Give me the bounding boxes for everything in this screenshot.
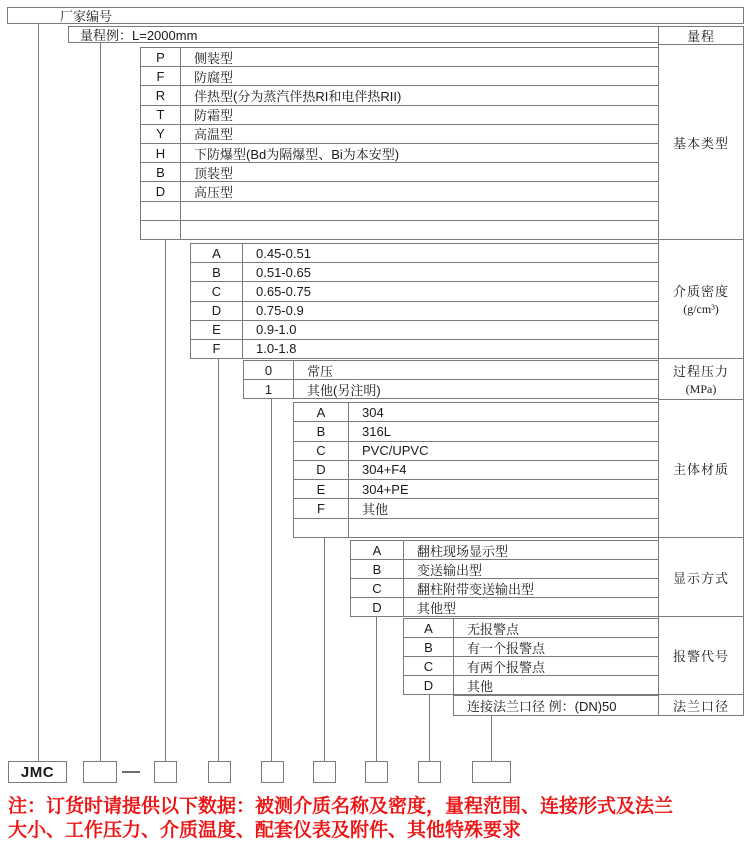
code-cell: D xyxy=(351,598,404,616)
code-cell: B xyxy=(351,560,404,578)
value-cell: 防腐型 xyxy=(194,69,234,85)
code-cell: E xyxy=(294,480,349,498)
label-range: 量程 xyxy=(686,29,715,44)
code-cell: F xyxy=(294,499,349,517)
value-cell xyxy=(181,221,658,239)
code-cell xyxy=(141,202,181,220)
alarm-code-table xyxy=(403,618,659,695)
code-box-alarm xyxy=(418,761,441,783)
value-cell: 高压型 xyxy=(194,185,234,201)
code-cell: P xyxy=(141,48,181,66)
connector-line-factory xyxy=(38,24,39,762)
connector-line-alarm xyxy=(429,695,430,762)
range-example-label: 量程例：L=2000mm xyxy=(80,28,198,43)
table-row xyxy=(191,244,658,262)
value-cell: 304+PE xyxy=(362,481,409,497)
connector-line-display xyxy=(376,617,377,762)
value-cell: 侧装型 xyxy=(194,50,234,66)
value-cell: 304+F4 xyxy=(362,462,407,478)
table-row xyxy=(351,541,658,559)
value-cell: 顶装型 xyxy=(194,165,234,181)
code-cell: B xyxy=(141,163,181,181)
table-row xyxy=(141,66,658,85)
code-cell: F xyxy=(141,67,181,85)
ordering-note-line1: 注：订货时请提供以下数据：被测介质名称及密度，量程范围、连接形式及法兰 xyxy=(8,796,674,817)
connector-line-range xyxy=(100,43,101,762)
value-cell: 翻柱附带变送输出型 xyxy=(417,581,535,597)
table-row xyxy=(191,281,658,300)
value-cell: 0.65-0.75 xyxy=(256,283,311,299)
code-cell: A xyxy=(351,541,404,559)
pressure-table xyxy=(243,360,659,399)
value-cell: 其他 xyxy=(467,678,494,694)
label-flange-size: 法兰口径 xyxy=(659,694,743,715)
table-row-empty xyxy=(141,201,658,220)
range-example-row xyxy=(68,26,659,43)
label-medium-density: 介质密度 (g/cm³) xyxy=(659,239,743,358)
factory-number-label: 厂家编号 xyxy=(60,9,113,24)
table-row xyxy=(141,162,658,181)
value-cell: 高温型 xyxy=(194,127,234,143)
label-display-mode: 显示方式 xyxy=(659,537,743,616)
value-cell: 其他型 xyxy=(417,600,457,616)
table-row xyxy=(294,460,658,479)
code-cell: E xyxy=(191,321,243,339)
table-row xyxy=(191,301,658,320)
value-cell: 其他 xyxy=(362,502,389,518)
value-cell: 有一个报警点 xyxy=(467,640,546,656)
code-box-density xyxy=(208,761,231,783)
code-box-pressure xyxy=(261,761,284,783)
table-row xyxy=(244,361,658,379)
value-cell: 0.45-0.51 xyxy=(256,245,311,261)
code-cell: A xyxy=(294,403,349,421)
flange-size-row xyxy=(453,695,659,716)
table-row xyxy=(404,656,658,675)
value-cell: 其他(另注明) xyxy=(307,382,381,398)
code-cell: H xyxy=(141,144,181,162)
code-box-basic xyxy=(154,761,177,783)
code-cell: D xyxy=(191,302,243,320)
flange-size-text: 连接法兰口径 例：(DN)50 xyxy=(467,699,617,714)
separator-dash xyxy=(122,771,140,773)
code-cell: B xyxy=(191,263,243,281)
factory-number-row xyxy=(7,7,744,24)
code-box-material xyxy=(313,761,336,783)
code-cell: F xyxy=(191,340,243,358)
table-row xyxy=(404,619,658,637)
code-cell: D xyxy=(141,182,181,200)
code-box-flange xyxy=(472,761,511,783)
code-cell: B xyxy=(294,422,349,440)
value-cell: 0.9-1.0 xyxy=(256,322,297,338)
table-row xyxy=(294,403,658,421)
connector-line-density xyxy=(218,359,219,762)
connector-line-basic xyxy=(165,240,166,762)
value-cell: 防霜型 xyxy=(194,108,234,124)
table-row xyxy=(141,48,658,66)
table-row xyxy=(294,479,658,498)
table-row-empty xyxy=(294,518,658,537)
model-prefix-box: JMC xyxy=(8,761,67,783)
code-box-range xyxy=(83,761,117,783)
label-process-pressure: 过程压力 (MPa) xyxy=(659,358,743,399)
table-row xyxy=(141,124,658,143)
basic-type-table xyxy=(140,47,659,240)
value-cell: 翻柱现场显示型 xyxy=(417,543,509,559)
value-cell: 0.51-0.65 xyxy=(256,264,311,280)
code-cell: C xyxy=(404,657,454,675)
density-table xyxy=(190,243,659,359)
value-cell: 下防爆型(Bd为隔爆型、Bi为本安型) xyxy=(194,146,400,162)
value-cell: 常压 xyxy=(307,363,334,379)
table-row xyxy=(351,559,658,578)
connector-line-pressure xyxy=(271,399,272,762)
table-row xyxy=(294,421,658,440)
code-cell xyxy=(141,221,181,239)
code-cell: A xyxy=(404,619,454,637)
table-row xyxy=(191,339,658,358)
table-row xyxy=(141,143,658,162)
connector-line-flange xyxy=(491,716,492,762)
table-row xyxy=(191,320,658,339)
code-cell: C xyxy=(294,442,349,460)
code-cell: D xyxy=(404,676,454,694)
code-cell: Y xyxy=(141,125,181,143)
code-cell: R xyxy=(141,86,181,104)
value-cell: 304 xyxy=(362,404,384,420)
value-cell: 有两个报警点 xyxy=(467,659,546,675)
table-row xyxy=(404,675,658,694)
value-cell: 1.0-1.8 xyxy=(256,341,297,357)
code-box-display xyxy=(365,761,388,783)
value-cell: 无报警点 xyxy=(467,621,520,637)
code-cell: 1 xyxy=(244,380,294,398)
material-table xyxy=(293,402,659,538)
value-cell: 0.75-0.9 xyxy=(256,303,304,319)
table-row xyxy=(141,85,658,104)
table-row xyxy=(141,181,658,200)
display-mode-table xyxy=(350,540,659,617)
value-cell xyxy=(181,202,658,220)
label-body-material: 主体材质 xyxy=(659,399,743,537)
code-cell: C xyxy=(351,579,404,597)
code-cell: 0 xyxy=(244,361,294,379)
table-row-empty xyxy=(141,220,658,239)
code-cell xyxy=(294,519,349,537)
value-cell xyxy=(349,519,658,537)
value-cell: 伴热型(分为蒸汽伴热RI和电伴热RII) xyxy=(194,89,402,105)
code-cell: T xyxy=(141,106,181,124)
ordering-note-line2: 大小、工作压力、介质温度、配套仪表及附件、其他特殊要求 xyxy=(8,820,522,841)
table-row xyxy=(351,578,658,597)
connector-line-material xyxy=(324,538,325,762)
label-alarm-code: 报警代号 xyxy=(659,616,743,694)
table-row xyxy=(294,441,658,460)
label-basic-type: 基本类型 xyxy=(659,44,743,239)
category-label-column xyxy=(658,26,744,716)
table-row xyxy=(404,637,658,656)
value-cell: PVC/UPVC xyxy=(362,443,429,459)
table-row xyxy=(191,262,658,281)
code-cell: D xyxy=(294,461,349,479)
table-row xyxy=(141,105,658,124)
value-cell: 变送输出型 xyxy=(417,562,483,578)
table-row xyxy=(294,498,658,517)
table-row xyxy=(351,597,658,616)
code-cell: C xyxy=(191,282,243,300)
code-cell: A xyxy=(191,244,243,262)
table-row xyxy=(244,379,658,398)
code-cell: B xyxy=(404,638,454,656)
value-cell: 316L xyxy=(362,423,391,439)
